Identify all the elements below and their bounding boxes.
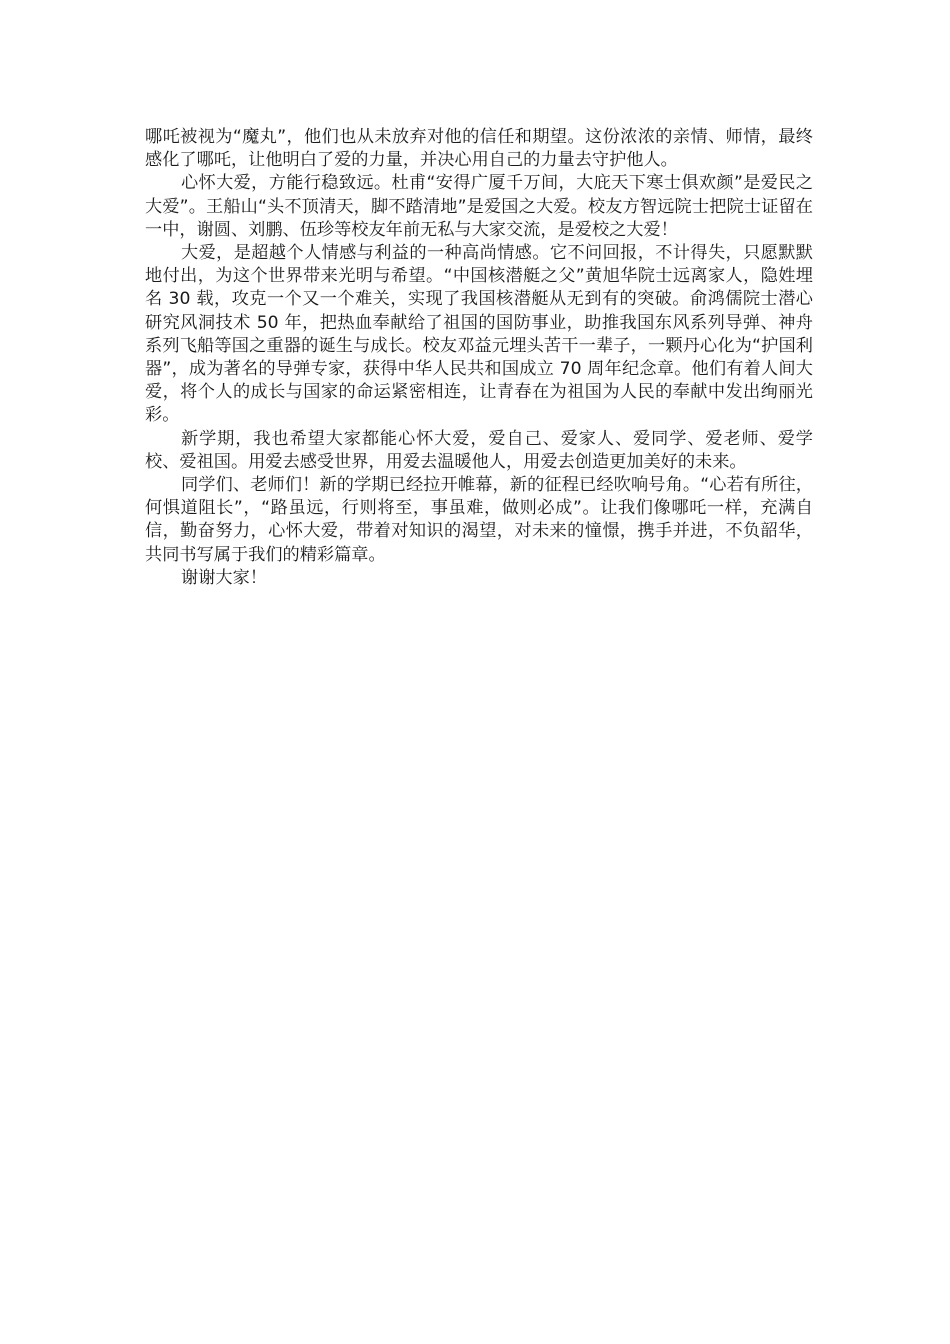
paragraph-4: 新学期，我也希望大家都能心怀大爱，爱自己、爱家人、爱同学、爱老师、爱学校、爱祖国。用爱去感受世界，用爱去温暖他人，用爱去创造更加美好的未来。 xyxy=(145,428,813,472)
paragraph-3: 大爱，是超越个人情感与利益的一种高尚情感。它不问回报，不计得失，只愿默默地付出，为这个世界带来光明与希望。“中国核潜艇之父”黄旭华院士远离家人，隐姓埋名 30 载，攻克一个又一个难关，实现了我国核潜艇从无到有的突破。俞鸿儒院士潜心研究风洞技术 50 年，把热血奉献给了祖国的国防事业，助推我国东风系列导弹、神舟系列飞船等国之重器的诞生与成长。校友邓益元埋头苦干一辈子，一颗丹心化为“护国利器”，成为著名的导弹专家，获得中华人民共和国成立 70 周年纪念章。他们有着人间大爱，将个人的成长与国家的命运紧密相连，让青春在为祖国为人民的奉献中发出绚丽光彩。 xyxy=(145,243,813,426)
document-body xyxy=(145,126,813,590)
paragraph-2: 心怀大爱，方能行稳致远。杜甫“安得广厦千万间，大庇天下寒士俱欢颜”是爱民之大爱”。王船山“头不顶清天，脚不踏清地”是爱国之大爱。校友方智远院士把院士证留在一中，谢圆、刘鹏、伍珍等校友年前无私与大家交流，是爱校之大爱！ xyxy=(145,173,813,240)
paragraph-5: 同学们、老师们！新的学期已经拉开帷幕，新的征程已经吹响号角。“心若有所往，何惧道阻长”，“路虽远，行则将至，事虽难，做则必成”。让我们像哪吒一样，充满自信，勤奋努力，心怀大爱，带着对知识的渴望，对未来的憧憬，携手并进，不负韶华，共同书写属于我们的精彩篇章。 xyxy=(145,475,813,565)
paragraph-6: 谢谢大家！ xyxy=(181,567,267,588)
paragraph-1: 哪吒被视为“魔丸”，他们也从未放弃对他的信任和期望。这份浓浓的亲情、师情，最终感化了哪吒，让他明白了爱的力量，并决心用自己的力量去守护他人。 xyxy=(145,127,813,171)
